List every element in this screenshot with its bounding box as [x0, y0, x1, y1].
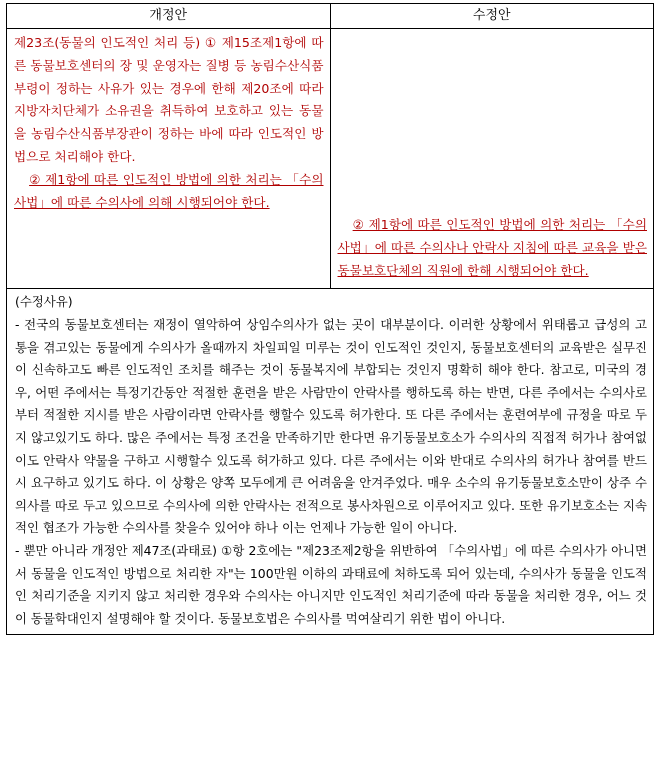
- reason-paragraph-1: - 전국의 동물보호센터는 재정이 열악하여 상임수의사가 없는 곳이 대부분이다. 이러한 상황에서 위태롭고 급성의 고통을 겪고있는 동물에게 수의사가 올때까지 차일피일 미루는 것이 인도적인 것인지, 동물보호센터의 교육받은 실무진이 신속하고도 빠른 인도적인 조치를 해주는 것이 동물복지에 부합되는 것인지 명확히 해야 한다. 참고로, 미국의 경우, 어떤 주에서는 특정기간동안 적절한 훈련을 받은 사람만이 안락사를 행하도록 하는 반면, 다른 주에서는 수의사로부터 적절한 지시를 받은 사람이라면 안락사를 행할수 있도록 허가한다. 또 다른 주에서는 훈련여부에 규정을 따로 두지 않고있기도 하다. 많은 주에서는 특정 조건을 만족하기만 한다면 유기동물보호소가 수의사의 직접적 허가나 참여없이도 안락사 약물을 구하고 시행할수 있도록 허가하고 있다. 다른 주에서는 이와 반대로 수의사의 허가나 참여를 반드시 요구하고 있기도 하다. 이 상황은 양쪽 모두에게 큰 어려움을 안겨주었다. 매우 소수의 유기동물보호소만이 상주 수의사를 따로 두고 있으므로 수의사에 의한 안락사는 전적으로 봉사차원으로 이루어지고 있다. 또한 유기보호소는 지속적인 협조가 가능한 수의사를 찾을수 있어야 하나 이는 언제나 가능한 일이 아니다.: [15, 316, 647, 536]
- reason-title: (수정사유): [15, 294, 73, 310]
- article-23-paragraph-2: ② 제1항에 따른 인도적인 방법에 의한 처리는 「수의사법」에 따른 수의사에 의해 시행되어야 한다.: [14, 171, 324, 210]
- reason-paragraph-2: - 뿐만 아니라 개정안 제47조(과태료) ①항 2호에는 "제23조제2항을 위반하여 「수의사법」에 따른 수의사가 아니면서 동물을 인도적인 방법으로 처리한 자"는 100만원 이하의 과태료에 처하도록 되어 있는데, 수의사가 동물을 인도적인 처리기준을 지키지 않고 처리한 경우와 수의사는 아니지만 인도적인 처리기준에 따라 동물을 처리한 경우, 어느 것이 동물학대인지 설명해야 할 것이다. 동물보호법은 수의사를 먹여살리기 위한 법이 아니다.: [15, 542, 647, 626]
- comparison-table: [6, 3, 654, 635]
- revision-reason-cell: [7, 289, 654, 635]
- original-proposal-cell: [7, 29, 331, 289]
- content-row: [7, 29, 654, 289]
- header-revised-proposal: 수정안: [330, 4, 654, 29]
- revised-paragraph-2: ② 제1항에 따른 인도적인 방법에 의한 처리는 「수의사법」에 따른 수의사나 안락사 지침에 따른 교육을 받은 동물보호단체의 직원에 한해 시행되어야 한다.: [337, 217, 647, 278]
- reason-row: [7, 289, 654, 635]
- header-original-proposal: 개정안: [7, 4, 331, 29]
- revised-proposal-cell: [330, 29, 654, 289]
- header-row: [7, 4, 654, 29]
- amendment-document: [6, 3, 654, 635]
- article-23-paragraph-1: 제23조(동물의 인도적인 처리 등) ① 제15조제1항에 따른 동물보호센터의 장 및 운영자는 질병 등 농림수산식품부령이 정하는 사유가 있는 경우에 한해 제20조에 따라 지방자치단체가 소유권을 취득하여 보호하고 있는 동물을 농림수산식품부장관이 정하는 바에 따라 인도적인 방법으로 처리해야 한다.: [14, 35, 324, 164]
